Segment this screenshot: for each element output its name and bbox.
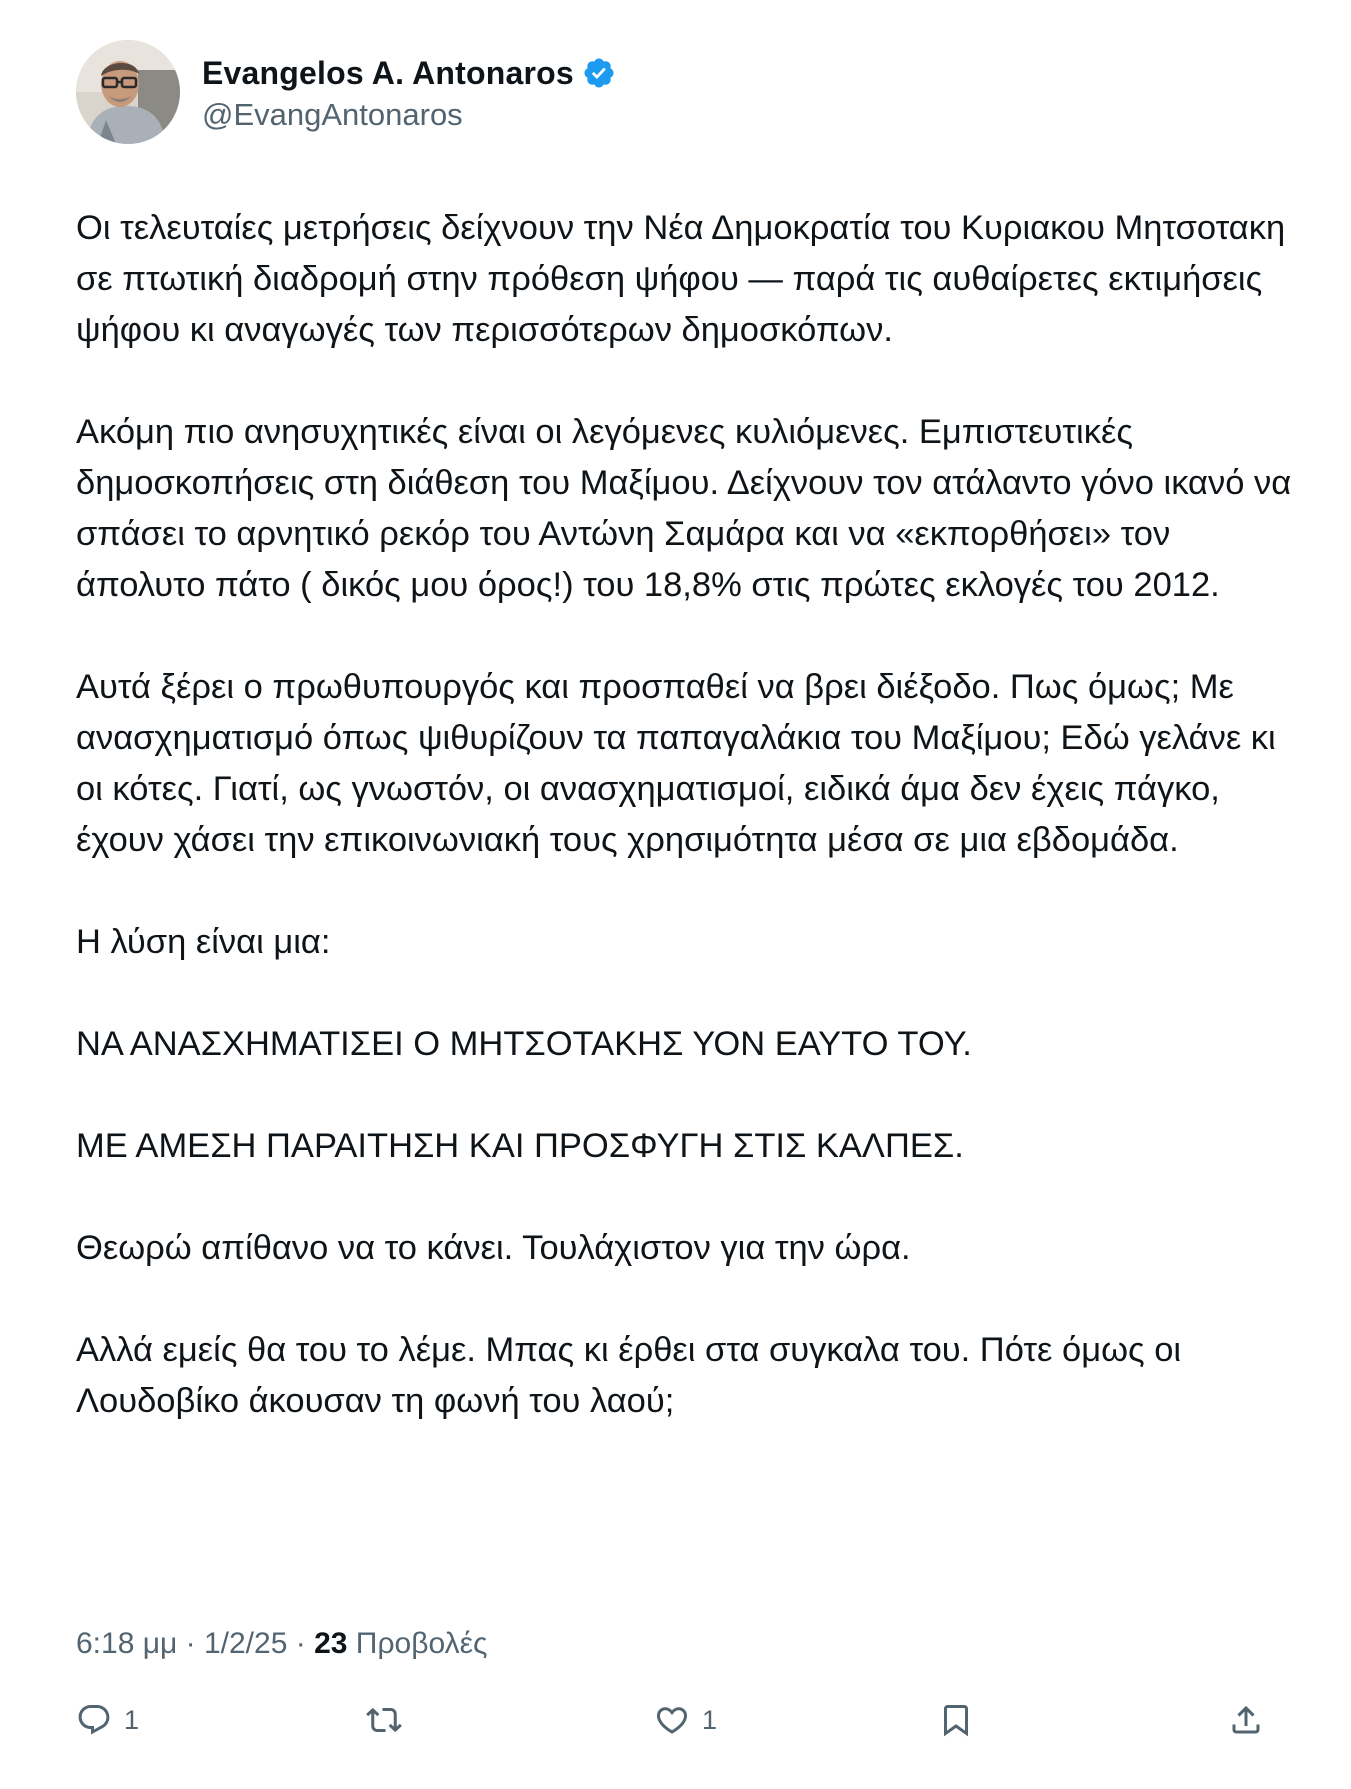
- tweet-paragraph: Ακόμη πιο ανησυχητικές είναι οι λεγόμενες κυλιόμενες. Εμπιστευτικές δημοσκοπήσεις στη διάθεση του Μαξίμου. Δείχνουν τον ατάλαντο γόνο ικανό να σπάσει το αρνητικό ρεκόρ του Αντώνη Σαμάρα και να «εκπορθήσει» τον άπολυτο πάτο ( δικός μου όρος!) του 18,8% στις πρώτες εκλογές του 2012.: [76, 413, 1292, 604]
- name-row: [202, 51, 616, 95]
- tweet-paragraph: Θεωρώ απίθανο να το κάνει. Τουλάχιστον για την ώρα.: [76, 1229, 911, 1267]
- reply-icon: [76, 1702, 112, 1738]
- meta-separator: ·: [177, 1627, 204, 1660]
- heart-icon: [654, 1702, 690, 1738]
- tweet-paragraph: ΝΑ ΑΝΑΣΧΗΜΑΤΙΣΕΙ Ο ΜΗΤΣΟΤΑΚΗΣ ΥΟΝ ΕΑΥΤΟ ΤΟΥ.: [76, 1025, 972, 1063]
- tweet-actions: [76, 1695, 1276, 1745]
- tweet-header: [76, 40, 616, 144]
- bookmark-icon: [938, 1702, 974, 1738]
- like-count: 1: [702, 1704, 718, 1735]
- share-icon: [1228, 1702, 1264, 1738]
- bookmark-button[interactable]: [938, 1695, 974, 1745]
- author-names: [202, 51, 616, 133]
- tweet-time[interactable]: 6:18 μμ: [76, 1627, 178, 1660]
- tweet-paragraph: Αυτά ξέρει ο πρωθυπουργός και προσπαθεί να βρει διέξοδο. Πως όμως; Με ανασχηματισμό όπως ψιθυρίζουν τα παπαγαλάκια του Μαξίμου; Εδώ γελάνε κι οι κότες. Γιατί, ως γνωστόν, οι ανασχηματισμοί, ειδικά άμα δεν έχεις πάγκο, έχουν χάσει την επικοινωνιακή τους χρησιμότητα μέσα σε μια εβδομάδα.: [76, 668, 1276, 859]
- like-button[interactable]: [654, 1695, 717, 1745]
- verified-badge-icon[interactable]: [582, 56, 616, 90]
- author-display-name[interactable]: Evangelos A. Antonaros: [202, 54, 574, 91]
- tweet-date[interactable]: 1/2/25: [203, 1627, 288, 1660]
- tweet-paragraph: Αλλά εμείς θα του το λέμε. Μπας κι έρθει στα συγκαλα του. Πότε όμως οι Λουδοβίκο άκουσαν τη φωνή του λαού;: [76, 1331, 1182, 1420]
- tweet-meta: [76, 1627, 487, 1661]
- reply-count: 1: [124, 1704, 140, 1735]
- tweet-text: [76, 203, 1296, 1427]
- repost-button[interactable]: [366, 1695, 414, 1745]
- tweet-paragraph: Οι τελευταίες μετρήσεις δείχνουν την Νέα Δημοκρατία του Κυριακου Μητσοτακη σε πτωτική διαδρομή στην πρόθεση ψήφου — παρά τις αυθαίρετες εκτιμήσεις ψήφου κι αναγωγές των περισσότερων δημοσκόπων.: [76, 209, 1286, 349]
- reply-button[interactable]: [76, 1695, 139, 1745]
- author-handle[interactable]: @EvangAntonaros: [202, 97, 463, 132]
- tweet-paragraph: Η λύση είναι μια:: [76, 923, 331, 961]
- tweet-paragraph: ΜΕ ΑΜΕΣΗ ΠΑΡΑΙΤΗΣΗ ΚΑΙ ΠΡΟΣΦΥΓΗ ΣΤΙΣ ΚΑΛΠΕΣ.: [76, 1127, 964, 1165]
- views-label: Προβολές: [355, 1627, 488, 1660]
- meta-separator: ·: [287, 1627, 315, 1660]
- repost-icon: [366, 1702, 402, 1738]
- views-count: 23: [314, 1627, 348, 1660]
- avatar[interactable]: [76, 40, 180, 144]
- share-button[interactable]: [1228, 1695, 1264, 1745]
